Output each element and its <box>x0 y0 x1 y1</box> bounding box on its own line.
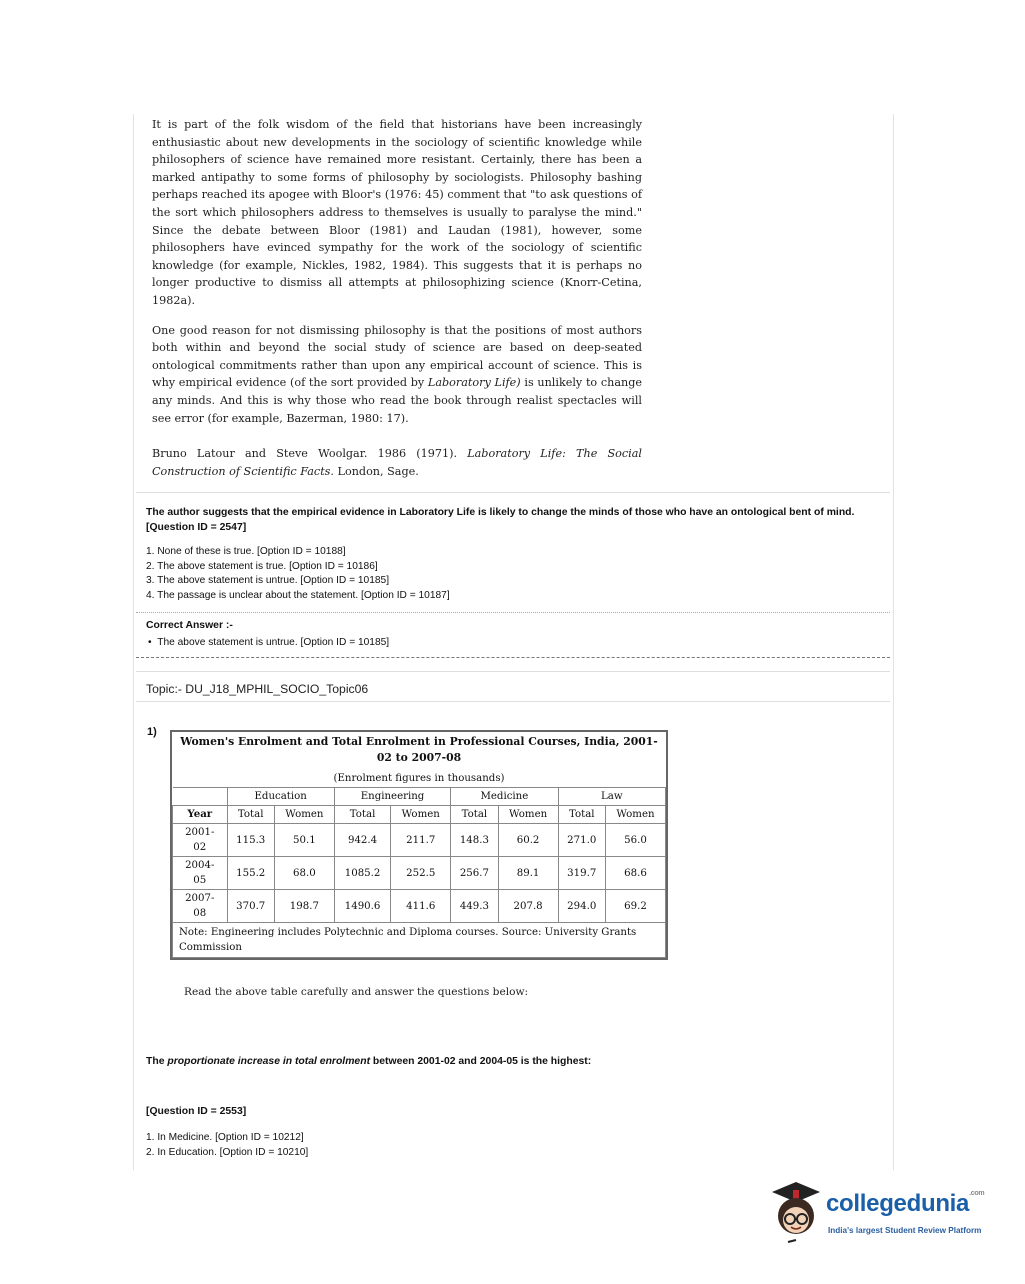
table-cell: 148.3 <box>451 824 498 857</box>
group-header: Engineering <box>334 788 450 806</box>
table-cell: 60.2 <box>498 824 558 857</box>
divider <box>136 657 890 658</box>
passage-text: is unlikely to change any minds. And this is why those who read the book through realist spectacles will see error (for example, Bazerman, 1980: 17). <box>152 376 642 425</box>
table-cell: 69.2 <box>605 890 665 923</box>
passage-italic: Laboratory Life) <box>427 376 521 390</box>
question-1-text: The author suggests that the empirical evidence in Laboratory Life is likely to change the minds of those who have an ontological bent of mind. [Question ID = 2547] <box>146 507 855 533</box>
passage-text: One good reason for not dismissing philosophy is that the positions of most authors both within and beyond the social study of science are based on deep-seated ontological commitments rather than upon any empirical account of science. This is why empirical evidence (of the sort provided by <box>152 323 642 390</box>
citation-publisher: London, Sage. <box>333 464 419 478</box>
option-2: 2. In Education. [Option ID = 10210] <box>146 1146 309 1158</box>
year-cell: 2007- 08 <box>173 890 228 923</box>
table-cell: 252.5 <box>391 857 451 890</box>
table-cell: 115.3 <box>227 824 274 857</box>
divider <box>136 492 890 493</box>
citation-authors: Bruno Latour and Steve Woolgar. 1986 (1971). <box>152 447 468 461</box>
option-3: 3. The above statement is untrue. [Option ID = 10185] <box>146 575 390 587</box>
table-cell: 50.1 <box>274 824 334 857</box>
column-header: Total <box>451 806 498 824</box>
citation <box>152 445 642 480</box>
table-cell: 198.7 <box>274 890 334 923</box>
divider <box>136 612 890 613</box>
question-1 <box>146 505 881 603</box>
table-cell: 271.0 <box>558 824 605 857</box>
table-subtitle: (Enrolment figures in thousands) <box>333 773 505 784</box>
year-header: Year <box>173 806 228 824</box>
table-cell: 294.0 <box>558 890 605 923</box>
table-corner <box>173 788 228 806</box>
table-cell: 1085.2 <box>334 857 390 890</box>
topic-label: Topic:- DU_J18_MPHIL_SOCIO_Topic06 <box>146 682 369 696</box>
correct-answer-label: Correct Answer :- <box>146 620 233 631</box>
question-2-options <box>146 1131 308 1160</box>
correct-answer-item <box>146 636 881 651</box>
table-cell: 56.0 <box>605 824 665 857</box>
reading-passage <box>152 116 642 492</box>
enrolment-table <box>170 730 668 960</box>
table-title: Women's Enrolment and Total Enrolment in Professional Courses, India, 2001-02 to 2007-08 <box>180 735 658 764</box>
table-cell: 370.7 <box>227 890 274 923</box>
column-header: Total <box>334 806 390 824</box>
citation-title: Laboratory Life: The Social Construction of Scientific Facts. <box>152 447 642 478</box>
year-cell: 2001- 02 <box>173 824 228 857</box>
table-cell: 211.7 <box>391 824 451 857</box>
column-header: Total <box>227 806 274 824</box>
logo-tagline: India's largest Student Review Platform <box>828 1226 982 1235</box>
option-2: 2. The above statement is true. [Option ID = 10186] <box>146 560 378 572</box>
column-header: Women <box>605 806 665 824</box>
table-cell: 449.3 <box>451 890 498 923</box>
table-instruction: Read the above table carefully and answer the questions below: <box>184 986 529 998</box>
bullet-icon: • <box>148 637 158 648</box>
divider <box>136 701 890 702</box>
table-cell: 411.6 <box>391 890 451 923</box>
table-cell: 68.0 <box>274 857 334 890</box>
question-number: 1) <box>147 726 157 738</box>
table-cell: 319.7 <box>558 857 605 890</box>
option-4: 4. The passage is unclear about the statement. [Option ID = 10187] <box>146 589 450 601</box>
group-header: Medicine <box>451 788 558 806</box>
table-cell: 207.8 <box>498 890 558 923</box>
table-row <box>173 857 666 890</box>
collegedunia-logo <box>766 1176 996 1246</box>
table-row <box>173 890 666 923</box>
option-1: 1. In Medicine. [Option ID = 10212] <box>146 1132 304 1143</box>
table-cell: 942.4 <box>334 824 390 857</box>
column-header: Women <box>391 806 451 824</box>
question-2-text: The proportionate increase in total enrolment between 2001-02 and 2004-05 is the highest: <box>146 1056 592 1067</box>
table-cell: 89.1 <box>498 857 558 890</box>
passage-paragraph-2 <box>152 322 642 428</box>
column-header: Women <box>498 806 558 824</box>
table-cell: 1490.6 <box>334 890 390 923</box>
question-2-id: [Question ID = 2553] <box>146 1106 247 1117</box>
column-header: Total <box>558 806 605 824</box>
column-header: Women <box>274 806 334 824</box>
group-header: Education <box>227 788 334 806</box>
logo-wordmark: collegedunia$^{.com}$ <box>826 1190 985 1217</box>
mascot-icon <box>766 1176 826 1246</box>
correct-answer-section <box>146 618 881 651</box>
table-cell: 256.7 <box>451 857 498 890</box>
passage-paragraph-1: It is part of the folk wisdom of the field that historians have been increasingly enthusiastic about new developments in the sociology of scientific knowledge while philosophers of science have remained more resistant. Certainly, there has been a marked antipathy to some forms of philosophy by sociologists. Philosophy bashing perhaps reached its apogee with Bloor's (1976: 45) comment that "to ask questions of the sort which philosophers address to themselves is usually to paralyse the mind." Since the debate between Bloor (1981) and Laudan (1981), however, some philosophers have evinced sympathy for the work of the sociology of scientific knowledge (for example, Nickles, 1982, 1984). This suggests that it is perhaps no longer productive to dismiss all attempts at philosophizing science (Knorr-Cetina, 1982a). <box>152 118 642 307</box>
divider <box>136 671 890 672</box>
question-2-emphasis: proportionate increase in total enrolment <box>167 1056 371 1067</box>
table-cell: 68.6 <box>605 857 665 890</box>
table-row <box>173 824 666 857</box>
table-cell: 155.2 <box>227 857 274 890</box>
correct-answer-text: The above statement is untrue. [Option ID = 10185] <box>157 637 390 648</box>
year-cell: 2004- 05 <box>173 857 228 890</box>
group-header: Law <box>558 788 665 806</box>
table-note: Note: Engineering includes Polytechnic and Diploma courses. Source: University Grants Commission <box>173 923 666 958</box>
option-1: 1. None of these is true. [Option ID = 10188] <box>146 546 346 557</box>
